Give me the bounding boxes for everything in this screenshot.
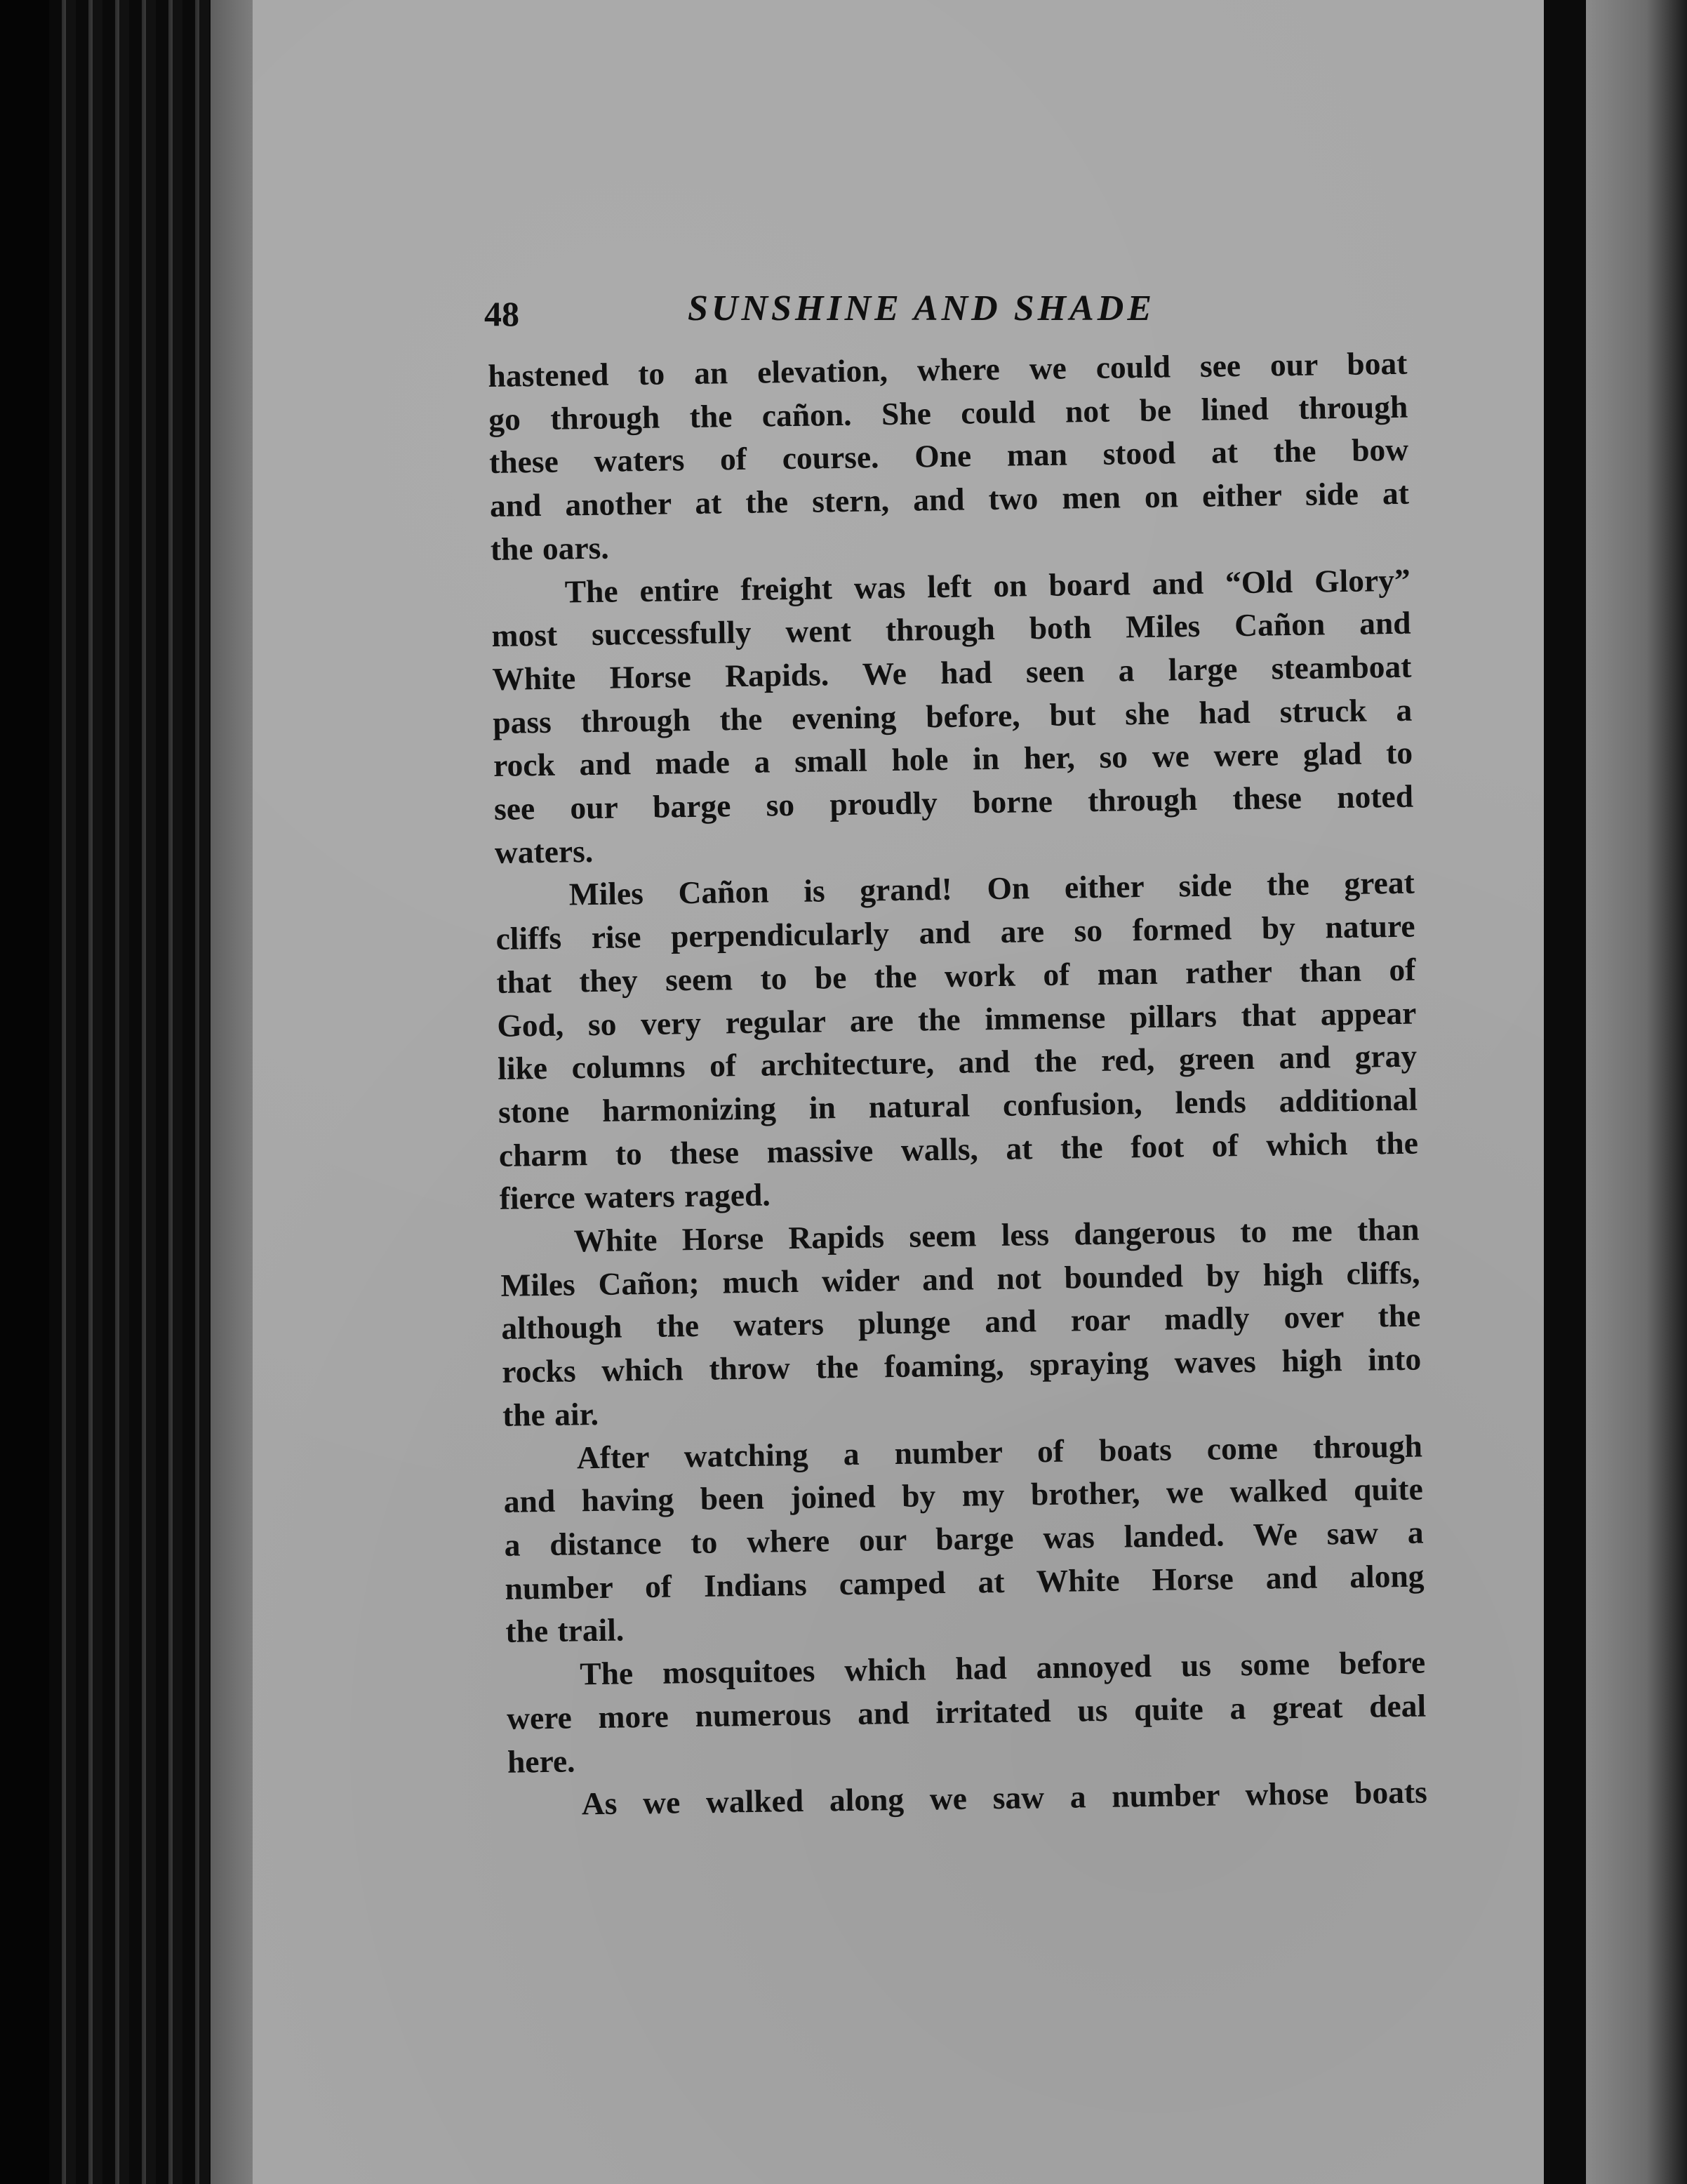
text-line: The entire freight was left on board and “Old Glory” <box>564 561 1411 610</box>
text-line: The mosquitoes which had annoyed us some before <box>579 1644 1426 1692</box>
running-title: SUNSHINE AND SHADE <box>688 288 1156 328</box>
text-line: White Horse Rapids seem less dangerous to me than <box>573 1211 1420 1259</box>
gutter-shadow <box>1544 0 1586 2184</box>
paragraph <box>503 1424 1425 1653</box>
text-line: go through the cañon. She could not be lined through <box>488 388 1408 437</box>
text-line: like columns of architecture, and the red, green and gray <box>497 1037 1418 1087</box>
facing-page-edge <box>1586 0 1687 2184</box>
text-line: rock and made a small hole in her, so we were glad to <box>493 734 1413 784</box>
text-line: the oars. <box>490 529 610 567</box>
text-line: pass through the evening before, but she had struck a <box>492 691 1413 740</box>
text-line: most successfully went through both Miles Cañon and <box>491 604 1411 654</box>
text-line: Miles Cañon is grand! On either side the great <box>568 865 1415 912</box>
text-line: see our barge so proudly borne through these noted <box>493 778 1414 827</box>
text-line: and having been joined by my brother, we walked quite <box>503 1470 1424 1520</box>
book-page-edges <box>49 0 274 2184</box>
text-line: charm to these massive walls, at the foot of which the <box>498 1124 1419 1173</box>
text-line: here. <box>507 1742 575 1780</box>
text-line: and another at the stern, and two men on either side at <box>489 474 1410 524</box>
text-line: As we walked along we saw a number whose boats <box>581 1773 1428 1822</box>
text-line: the trail. <box>505 1611 625 1650</box>
text-line: although the waters plunge and roar madly over the <box>501 1298 1421 1347</box>
paragraph <box>506 1641 1427 1783</box>
text-line: God, so very regular are the immense pillars that appear <box>496 994 1417 1044</box>
text-line: Miles Cañon; much wider and not bounded by high cliffs, <box>500 1254 1420 1303</box>
text-line: stone harmonizing in natural confusion, lends additional <box>498 1081 1418 1130</box>
text-line: were more numerous and irritated us quite a great deal <box>506 1687 1427 1736</box>
running-head <box>484 281 1418 337</box>
text-line: that they seem to be the work of man rather than of <box>496 951 1416 1000</box>
page-number: 48 <box>484 294 519 333</box>
text-line: rocks which throw the foaming, spraying waves high into <box>501 1340 1422 1390</box>
paragraph <box>500 1208 1422 1437</box>
text-line: a distance to where our barge was landed. We saw a <box>504 1514 1424 1563</box>
text-line: fierce waters raged. <box>499 1176 771 1217</box>
text-line: number of Indians camped at White Horse and along <box>505 1557 1425 1606</box>
text-line: After watching a number of boats come through <box>576 1427 1423 1475</box>
text-line: these waters of course. One man stood at the bow <box>488 432 1409 481</box>
text-line: waters. <box>494 832 594 870</box>
paragraph <box>495 861 1419 1220</box>
paragraph <box>491 558 1414 874</box>
text-line: the air. <box>502 1395 599 1433</box>
text-line: White Horse Rapids. We had seen a large steamboat <box>492 648 1412 697</box>
paragraph <box>488 342 1410 571</box>
body-text <box>488 342 1427 1827</box>
text-line: cliffs rise perpendicularly and are so formed by nature <box>495 907 1415 957</box>
text-line: hastened to an elevation, where we could see our boat <box>488 345 1408 394</box>
